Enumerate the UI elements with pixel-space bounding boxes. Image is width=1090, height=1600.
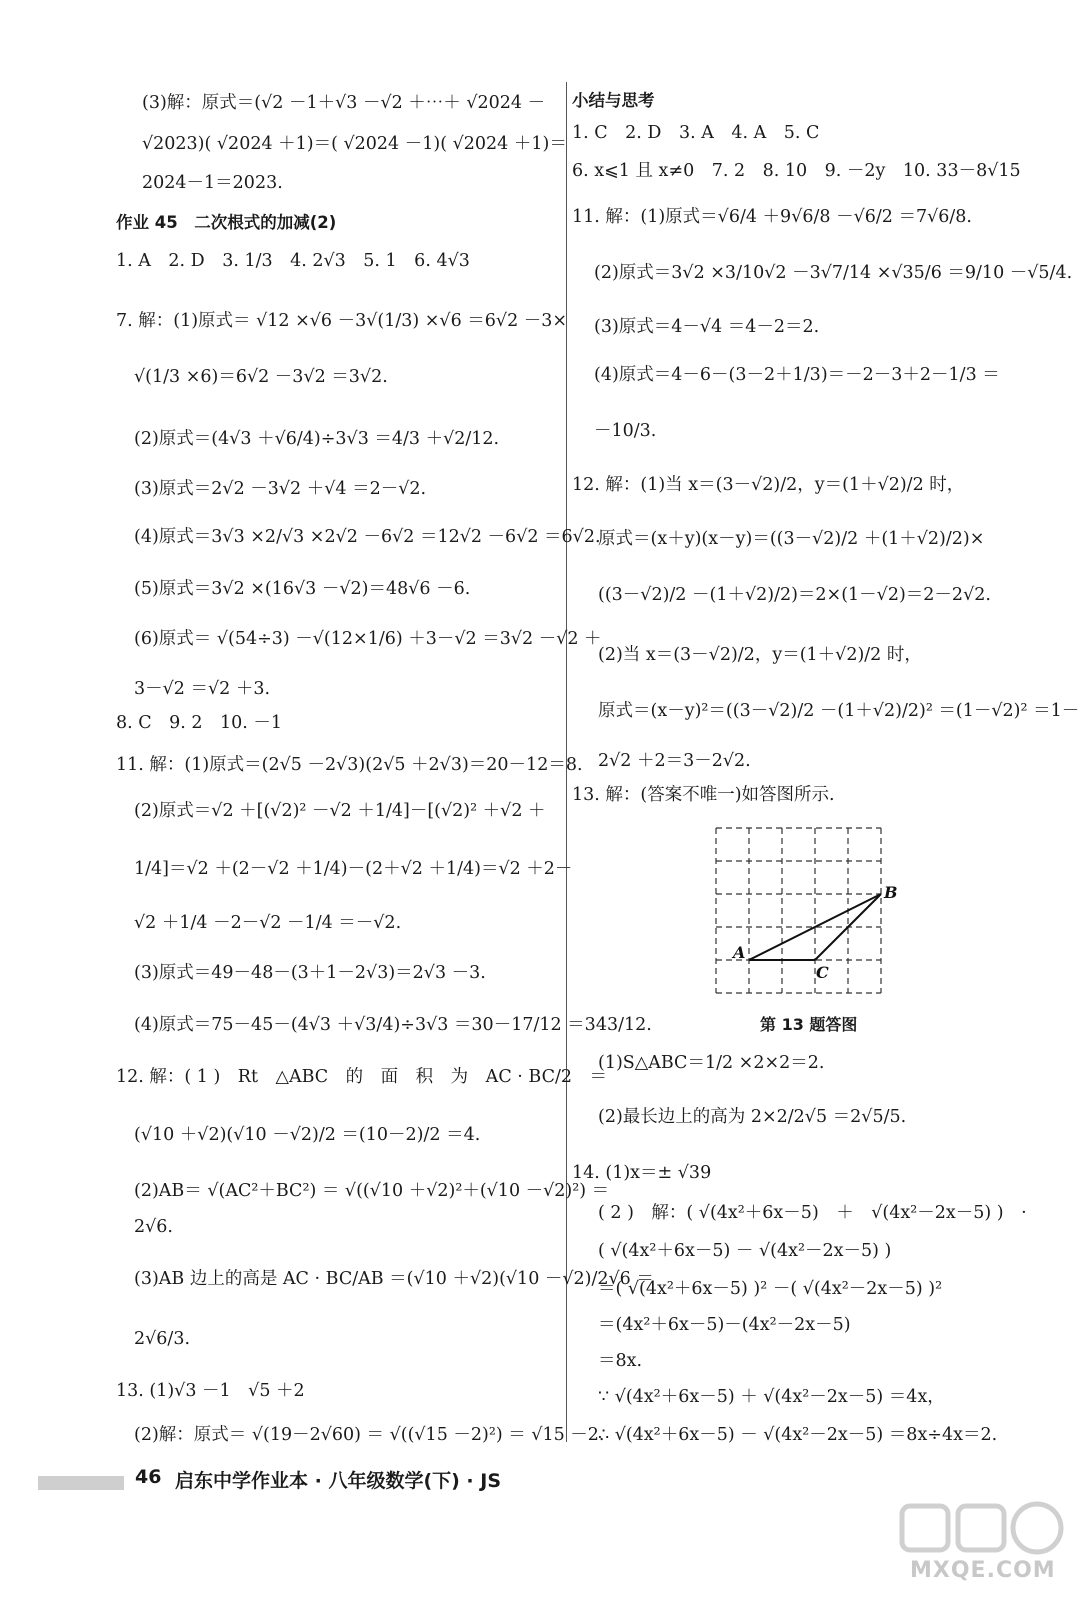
- text-line: ( √(4x²＋6x－5) － √(4x²－2x－5) ): [598, 1241, 892, 1261]
- book-title: 启东中学作业本 · 八年级数学(下) · JS: [175, 1470, 502, 1492]
- text-line: (2)原式＝√2 ＋[(√2)² －√2 ＋1/4]－[(√2)² ＋√2 ＋: [134, 801, 546, 821]
- dashed-grid: [716, 828, 881, 993]
- text-line: 13. 解：(答案不唯一)如答图所示.: [572, 785, 835, 805]
- text-line: (4)原式＝3√3 ×2/√3 ×2√2 －6√2 ＝12√2 －6√2 ＝6√2.: [134, 527, 601, 547]
- text-line: ((3－√2)/2 －(1＋√2)/2)＝2×(1－√2)＝2－2√2.: [598, 585, 991, 605]
- text-line: √(1/3 ×6)＝6√2 －3√2 ＝3√2.: [134, 367, 388, 387]
- text-line: ＝( √(4x²＋6x－5) )² －( √(4x²－2x－5) )²: [598, 1279, 943, 1299]
- watermark: [892, 1498, 1072, 1590]
- text-line: ＝(4x²＋6x－5)－(4x²－2x－5): [598, 1315, 851, 1335]
- text-line: 12. 解：( 1 ) Rt △ABC 的 面 积 为 AC · BC/2 ＝: [116, 1067, 608, 1087]
- point-a-label: A: [733, 943, 746, 962]
- figure-caption: 第 13 题答图: [760, 1015, 858, 1034]
- text-line: (3)原式＝4－√4 ＝4－2＝2.: [594, 317, 820, 337]
- text-line: (3)AB 边上的高是 AC · BC/AB ＝(√10 ＋√2)(√10 －√2)/2√6 ＝: [134, 1269, 654, 1289]
- text-line: (1)S△ABC＝1/2 ×2×2＝2.: [598, 1053, 825, 1073]
- text-line: (2)当 x＝(3－√2)/2，y＝(1＋√2)/2 时，: [598, 645, 922, 665]
- text-line: 11. 解：(1)原式＝√6/4 ＋9√6/8 －√6/2 ＝7√6/8.: [572, 207, 972, 227]
- text-line: (4)原式＝4－6－(3－2＋1/3)＝－2－3＋2－1/3 ＝: [594, 365, 1000, 385]
- text-line: (2)原式＝(4√3 ＋√6/4)÷3√3 ＝4/3 ＋√2/12.: [134, 429, 500, 449]
- text-line: √2 ＋1/4 －2－√2 －1/4 ＝－√2.: [134, 913, 402, 933]
- text-line: (2)最长边上的高为 2×2/2√5 ＝2√5/5.: [598, 1107, 907, 1127]
- text-line: (3)原式＝49－48－(3＋1－2√3)＝2√3 －3.: [134, 963, 486, 983]
- text-line: ( 2 ) 解：( √(4x²＋6x－5) ＋ √(4x²－2x－5) ) ·: [598, 1203, 1027, 1223]
- point-c-label: C: [816, 963, 829, 982]
- section-heading: 作业 45 二次根式的加减(2): [116, 213, 337, 232]
- text-line: 1. C 2. D 3. A 4. A 5. C: [572, 123, 820, 143]
- text-line: (2)AB＝ √(AC²＋BC²) ＝ √((√10 ＋√2)²＋(√10 －√2)²) ＝: [134, 1181, 610, 1201]
- text-line: 2024－1＝2023.: [142, 173, 283, 193]
- watermark-text: MXQE.COM: [910, 1558, 1056, 1583]
- text-line: (2)原式＝3√2 ×3/10√2 －3√7/14 ×√35/6 ＝9/10 －√5/4.: [594, 263, 1073, 283]
- text-line: (3)原式＝2√2 －3√2 ＋√4 ＝2－√2.: [134, 479, 427, 499]
- text-line: ＝8x.: [598, 1351, 643, 1371]
- text-line: ∴ √(4x²＋6x－5) － √(4x²－2x－5) ＝8x÷4x＝2.: [598, 1425, 998, 1445]
- text-line: －10/3.: [594, 421, 657, 441]
- text-line: 7. 解：(1)原式＝ √12 ×√6 －3√(1/3) ×√6 ＝6√2 －3×: [116, 311, 568, 331]
- text-line: 11. 解：(1)原式＝(2√5 －2√3)(2√5 ＋2√3)＝20－12＝8.: [116, 755, 583, 775]
- text-line: 2√2 ＋2＝3－2√2.: [598, 751, 751, 771]
- text-line: √2023)( √2024 ＋1)＝( √2024 －1)( √2024 ＋1)＝: [142, 134, 567, 154]
- page-number: 46: [135, 1466, 162, 1488]
- watermark-logo-icon: [892, 1498, 1072, 1558]
- text-line: 8. C 9. 2 10. －1: [116, 713, 283, 733]
- text-line: 6. x⩽1 且 x≠0 7. 2 8. 10 9. －2y 10. 33－8√15: [572, 161, 1021, 181]
- text-line: (6)原式＝ √(54÷3) －√(12×1/6) ＋3－√2 ＝3√2 －√2 ＋: [134, 629, 602, 649]
- text-line: 12. 解：(1)当 x＝(3－√2)/2，y＝(1＋√2)/2 时，: [572, 475, 965, 495]
- text-line: (4)原式＝75－45－(4√3 ＋√3/4)÷3√3 ＝30－17/12 ＝343/12.: [134, 1015, 652, 1035]
- section-heading: 小结与思考: [572, 91, 655, 110]
- text-line: 1/4]＝√2 ＋(2－√2 ＋1/4)－(2＋√2 ＋1/4)＝√2 ＋2－: [134, 859, 573, 879]
- text-line: 2√6.: [134, 1217, 173, 1237]
- point-b-label: B: [884, 883, 898, 902]
- text-line: 3－√2 ＝√2 ＋3.: [134, 679, 271, 699]
- text-line: ∵ √(4x²＋6x－5) ＋ √(4x²－2x－5) ＝4x，: [598, 1387, 945, 1407]
- text-line: 2√6/3.: [134, 1329, 191, 1349]
- text-line: (3)解：原式＝(√2 －1＋√3 －√2 ＋⋯＋ √2024 －: [142, 93, 546, 113]
- text-line: (2)解：原式＝ √(19－2√60) ＝ √((√15 －2)²) ＝ √15 －2.: [134, 1425, 605, 1445]
- text-line: 13. (1)√3 －1 √5 ＋2: [116, 1381, 305, 1401]
- footer-bar: [38, 1476, 124, 1490]
- text-line: 原式＝(x－y)²＝((3－√2)/2 －(1＋√2)/2)² ＝(1－√2)² ＝1－: [598, 701, 1080, 721]
- text-line: (√10 ＋√2)(√10 －√2)/2 ＝(10－2)/2 ＝4.: [134, 1125, 481, 1145]
- text-line: 1. A 2. D 3. 1/3 4. 2√3 5. 1 6. 4√3: [116, 251, 470, 271]
- text-line: 原式＝(x＋y)(x－y)＝((3－√2)/2 ＋(1＋√2)/2)×: [598, 529, 985, 549]
- text-line: 14. (1)x＝± √39: [572, 1163, 712, 1183]
- text-line: (5)原式＝3√2 ×(16√3 －√2)＝48√6 －6.: [134, 579, 471, 599]
- triangle-grid-figure: [700, 818, 910, 1018]
